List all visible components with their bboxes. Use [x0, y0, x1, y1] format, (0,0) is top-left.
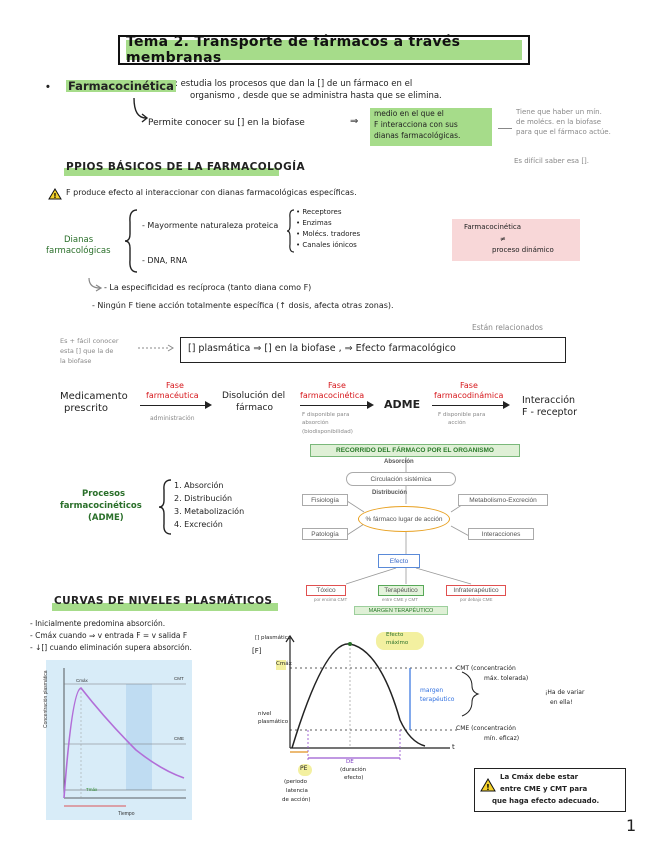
fase3-under-line-2: acción [448, 420, 466, 426]
relacion-box-text: [] plasmática ⇒ [] en la biofase , ⇒ Efecto farmacológico [188, 343, 456, 354]
diagram-absorcion: Absorción [384, 459, 414, 465]
dianas-brace [124, 208, 140, 274]
diagram-margen: MARGEN TERAPÉUTICO [354, 606, 448, 615]
diagram-centro: % fármaco lugar de acción [358, 506, 450, 532]
dianas-label-line-2: farmacológicas [46, 246, 111, 256]
fase1-under: administración [150, 415, 195, 422]
diagram-infra: Infraterapéutico [446, 585, 506, 596]
diagram-toxico: Tóxico [306, 585, 346, 596]
permite-text: Permite conocer su [] en la biofase [148, 118, 305, 128]
sketch-efecto-line-1: Efecto [386, 632, 404, 638]
bullet-dot: • [46, 81, 50, 93]
interaccion-line-2: F - receptor [522, 407, 578, 418]
dianas-item-2: - DNA, RNA [142, 256, 188, 265]
pink-note-line-2: ≠ [500, 235, 506, 243]
sub-item-receptores: • Receptores [296, 208, 342, 216]
sketch-pe: PE [300, 765, 308, 772]
fase2-arrow [300, 405, 372, 406]
sketch-cme-line-2: mín. eficaz) [484, 735, 520, 742]
curvas-line-2: - Cmáx cuando ⇒ v entrada F = v salida F [30, 631, 188, 640]
side-note-line-1: Tiene que haber un mín. [516, 108, 602, 116]
diagram-infra-sub: por debajo CME [460, 597, 493, 602]
warn-line-1: La Cmáx debe estar [500, 773, 579, 781]
diagram-metab: Metabolismo-Excreción [458, 494, 548, 506]
fase3-line-1: Fase [460, 381, 478, 390]
diagram-toxico-sub: por encima CMT [314, 597, 348, 602]
relacion-note-line-3: la biofase [60, 357, 92, 365]
ppios-heading: PPIOS BÁSICOS DE LA FARMACOLOGÍA [66, 161, 305, 173]
sub-item-enzimas: • Enzimas [296, 219, 332, 227]
side-note-line-3: para que el fármaco actúe. [516, 128, 611, 136]
procesos-brace [158, 478, 174, 536]
interaccion-line-1: Interacción [522, 395, 576, 406]
sketch-margin-line-1: margen [420, 687, 444, 694]
title-box [118, 35, 530, 65]
proceso-metabolizacion: 3. Metabolización [174, 507, 245, 516]
sketch-t: t [452, 743, 455, 751]
fase1-line-1: Fase [166, 381, 184, 390]
disolucion-line-2: fármaco [236, 403, 273, 413]
definition-line-2: organismo , desde que se administra hasta que se elimina. [190, 91, 442, 101]
proceso-excrecion: 4. Excreción [174, 520, 223, 529]
disolucion-line-1: Disolución del [222, 391, 286, 401]
pink-note-line-1: Farmacocinética [464, 223, 522, 231]
plot-xlabel: Tiempo [118, 811, 135, 817]
procesos-line-3: (ADME) [88, 513, 124, 523]
relacion-note-line-1: Es + fácil conocer [60, 337, 119, 345]
relacion-note-line-2: esta [] que la de [60, 347, 114, 355]
curved-arrow-2 [86, 276, 104, 292]
fase2-under-line-2: absorción [302, 420, 329, 426]
plot-cmax: Cmáx [76, 678, 88, 683]
plot-cmt: CMT [174, 676, 184, 681]
diagram-patologia: Patología [302, 528, 348, 540]
plasma-plot [43, 660, 192, 820]
pink-note-line-3: proceso dinámico [492, 246, 554, 254]
warn-line-2: entre CME y CMT para [500, 785, 588, 793]
sketch-cp: [] plasmática [255, 635, 292, 641]
sketch-efecto-line-2: máximo [386, 640, 409, 646]
fase1-arrow [140, 405, 210, 406]
warning-icon-2 [480, 778, 496, 792]
medio-line-1: medio en el que el [374, 109, 444, 118]
warn-line-3: que haga efecto adecuado. [492, 797, 600, 805]
fase2-line-1: Fase [328, 381, 346, 390]
adme-label: ADME [384, 398, 421, 411]
page-title: Tema 2. Transporte de fármacos a través membranas [126, 40, 522, 60]
diagram-efecto: Efecto [378, 554, 420, 568]
diagram-terap: Terapéutico [378, 585, 424, 596]
plot-tmax: Tmáx [86, 787, 98, 792]
fase2-line-2: farmacocinética [300, 391, 365, 400]
fase3-under-line-1: F disponible para [438, 412, 486, 418]
sketch-margin-line-2: terapéutico [420, 696, 455, 703]
curvas-line-1: - Inicialmente predomina absorción. [30, 619, 166, 628]
especificidad-bullet: - La especificidad es recíproca (tanto diana como F) [104, 283, 312, 292]
curvas-heading: CURVAS DE NIVELES PLASMÁTICOS [54, 595, 273, 607]
sketch-variar: ¡Ha de variar [545, 689, 585, 696]
proceso-distribucion: 2. Distribución [174, 494, 233, 503]
sketch-cme-line-1: CME (concentración [456, 725, 516, 732]
sketch-de-line-2: (duración [340, 767, 367, 773]
warning-text: F produce efecto al interaccionar con dianas farmacológicas específicas. [66, 188, 357, 197]
sketch-level-line-1: nivel [258, 711, 272, 717]
side-note-dash [498, 128, 512, 129]
proceso-absorcion: 1. Absorción [174, 481, 224, 490]
fase1-line-2: farmacéutica [146, 391, 199, 400]
sketch-cmt-line-1: CMT (concentración [456, 665, 516, 672]
curvas-line-3: - ↓[] cuando eliminación supera absorción. [30, 643, 192, 652]
sketch-de-line-1: DE [346, 759, 354, 765]
diagram-terap-sub: entre CME y CMT [382, 597, 419, 602]
fase2-under-line-1: F disponible para [302, 412, 350, 418]
fase3-line-2: farmacodinámica [434, 391, 504, 400]
medicamento-line-1: Medicamento [60, 391, 128, 402]
sketch-de-line-3: efecto) [344, 775, 364, 781]
plot-cme: CME [174, 736, 184, 741]
definition-line-1: : estudia los procesos que dan la [] de un fármaco en el [175, 79, 413, 89]
medicamento-line-2: prescrito [64, 403, 109, 414]
sketch-axis: [F] [252, 647, 262, 655]
diagram-circulacion: Circulación sistémica [346, 472, 456, 486]
curved-arrow-1 [130, 96, 150, 126]
diagram-interacciones: Interacciones [468, 528, 534, 540]
sketch-pe-line-1: (periodo [284, 779, 308, 785]
farmacocinetica-term: Farmacocinética [68, 79, 174, 93]
arrow-implies: ⇒ [350, 116, 359, 127]
sketch-level-line-2: plasmático [258, 719, 289, 725]
svg-text:!: ! [486, 783, 490, 792]
ningun-f-bullet: - Ningún F tiene acción totalmente específica (↑ dosis, afecta otras zonas). [92, 301, 394, 310]
dianas-label-line-1: Dianas [64, 235, 94, 245]
medio-line-2: F interacciona con sus [374, 120, 458, 129]
sketch-pe-line-2: latencia [286, 788, 308, 794]
sketch-graph [250, 630, 510, 780]
sub-item-tradores: • Molécs. tradores [296, 230, 361, 238]
diagram-header: RECORRIDO DEL FÁRMACO POR EL ORGANISMO [310, 444, 520, 457]
medio-line-3: dianas farmacológicas. [374, 131, 461, 140]
warning-icon [48, 188, 62, 200]
estan-relacionados: Están relacionados [472, 323, 543, 332]
procesos-line-2: farmacocinéticos [60, 501, 142, 511]
sub-item-canales: • Canales iónicos [296, 241, 357, 249]
svg-text:!: ! [53, 192, 57, 200]
procesos-line-1: Procesos [82, 489, 126, 499]
sketch-cmax: Cmáx [276, 661, 292, 667]
sketch-pe-line-3: de acción) [282, 797, 311, 803]
sketch-cmt-line-2: máx. tolerada) [484, 675, 529, 682]
dotted-arrow [138, 344, 176, 352]
fase3-arrow [432, 405, 508, 406]
side-note-2: Es difícil saber esa []. [514, 157, 590, 165]
fase2-under-line-3: (biodisponibilidad) [302, 429, 353, 435]
sub-items-brace [286, 208, 296, 254]
diagram-distribucion: Distribución [372, 490, 408, 496]
sketch-variar-2: en ella! [550, 699, 573, 706]
diagram-fisiologia: Fisiología [302, 494, 348, 506]
dianas-item-1: - Mayormente naturaleza proteica [142, 221, 279, 230]
page-number: 1 [626, 816, 637, 835]
plasma-plot-svg [43, 660, 192, 820]
side-note-line-2: de molécs. en la biofase [516, 118, 602, 126]
plot-ylabel: Concentración plasmática [43, 670, 49, 728]
